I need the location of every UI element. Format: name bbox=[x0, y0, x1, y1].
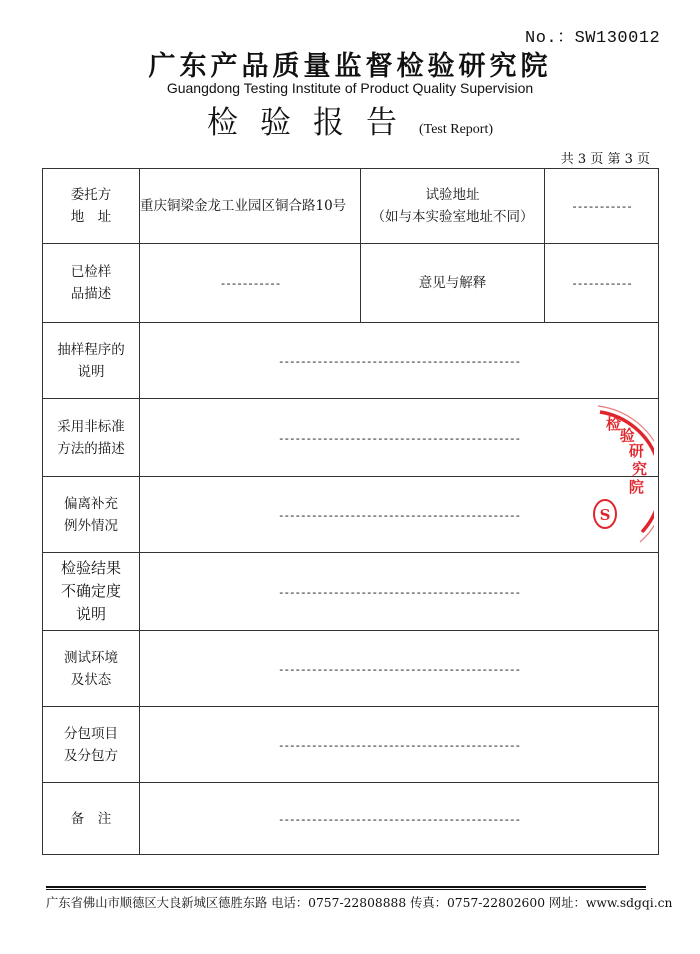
nonstandard-method-label: 采用非标准 方法的描述 bbox=[43, 399, 140, 477]
report-title bbox=[0, 97, 700, 142]
table-row bbox=[43, 477, 659, 553]
client-address-label: 委托方 地 址 bbox=[43, 169, 140, 244]
test-site-value: ----------- bbox=[545, 169, 659, 244]
footer-contact: 广东省佛山市顺德区大良新城区德胜东路 电话：0757-22808888 传真：0757-22802600 网址：www.sdgqi.cn bbox=[46, 896, 673, 910]
table-row bbox=[43, 783, 659, 855]
report-title-en: (Test Report) bbox=[418, 122, 494, 137]
seal-symbol: S bbox=[599, 506, 611, 524]
footer-divider-thin bbox=[46, 889, 646, 890]
official-seal bbox=[580, 404, 654, 554]
deviation-label: 偏离补充 例外情况 bbox=[43, 477, 140, 553]
institute-name-en: Guangdong Testing Institute of Product Quality Supervision bbox=[166, 80, 534, 96]
test-environment-label: 测试环境 及状态 bbox=[43, 631, 140, 707]
footer-divider bbox=[46, 886, 646, 888]
table-row bbox=[43, 707, 659, 783]
sampling-procedure-value: -------------------------------------------- bbox=[140, 323, 659, 399]
deviation-value: -------------------------------------------- bbox=[140, 477, 659, 553]
test-site-label: 试验地址 （如与本实验室地址不同） bbox=[361, 169, 545, 244]
uncertainty-label: 检验结果 不确定度 说明 bbox=[43, 553, 140, 631]
table-row bbox=[43, 323, 659, 399]
table-row bbox=[43, 244, 659, 323]
subcontract-value: -------------------------------------------- bbox=[140, 707, 659, 783]
opinion-label: 意见与解释 bbox=[361, 244, 545, 323]
opinion-value: ----------- bbox=[545, 244, 659, 323]
sampling-procedure-label: 抽样程序的 说明 bbox=[43, 323, 140, 399]
subcontract-label: 分包项目 及分包方 bbox=[43, 707, 140, 783]
seal-char: 检 bbox=[606, 415, 622, 433]
nonstandard-method-value: -------------------------------------------- bbox=[140, 399, 659, 477]
seal-text bbox=[606, 415, 647, 496]
seal-char: 究 bbox=[632, 460, 648, 478]
table-row bbox=[43, 631, 659, 707]
table-row bbox=[43, 169, 659, 244]
seal-char: 验 bbox=[619, 426, 635, 445]
sample-description-label: 已检样 品描述 bbox=[43, 244, 140, 323]
table-row bbox=[43, 553, 659, 631]
report-title-cn: 检验报告 bbox=[206, 105, 419, 141]
sample-description-value: ----------- bbox=[140, 244, 361, 323]
seal-char: 研 bbox=[628, 442, 644, 461]
uncertainty-value: -------------------------------------------- bbox=[140, 553, 659, 631]
client-address-value: 重庆铜梁金龙工业园区铜合路10号 bbox=[140, 169, 361, 244]
seal-char: 院 bbox=[628, 477, 644, 496]
report-table bbox=[42, 168, 659, 855]
remarks-label: 备 注 bbox=[43, 783, 140, 855]
page-count: 共 3 页 第 3 页 bbox=[560, 152, 650, 167]
remarks-value: -------------------------------------------- bbox=[140, 783, 659, 855]
institute-name-cn: 广东产品质量监督检验研究院 bbox=[148, 51, 552, 82]
table-row bbox=[43, 399, 659, 477]
test-environment-value: -------------------------------------------- bbox=[140, 631, 659, 707]
report-number: No.：SW130012 bbox=[525, 29, 661, 48]
